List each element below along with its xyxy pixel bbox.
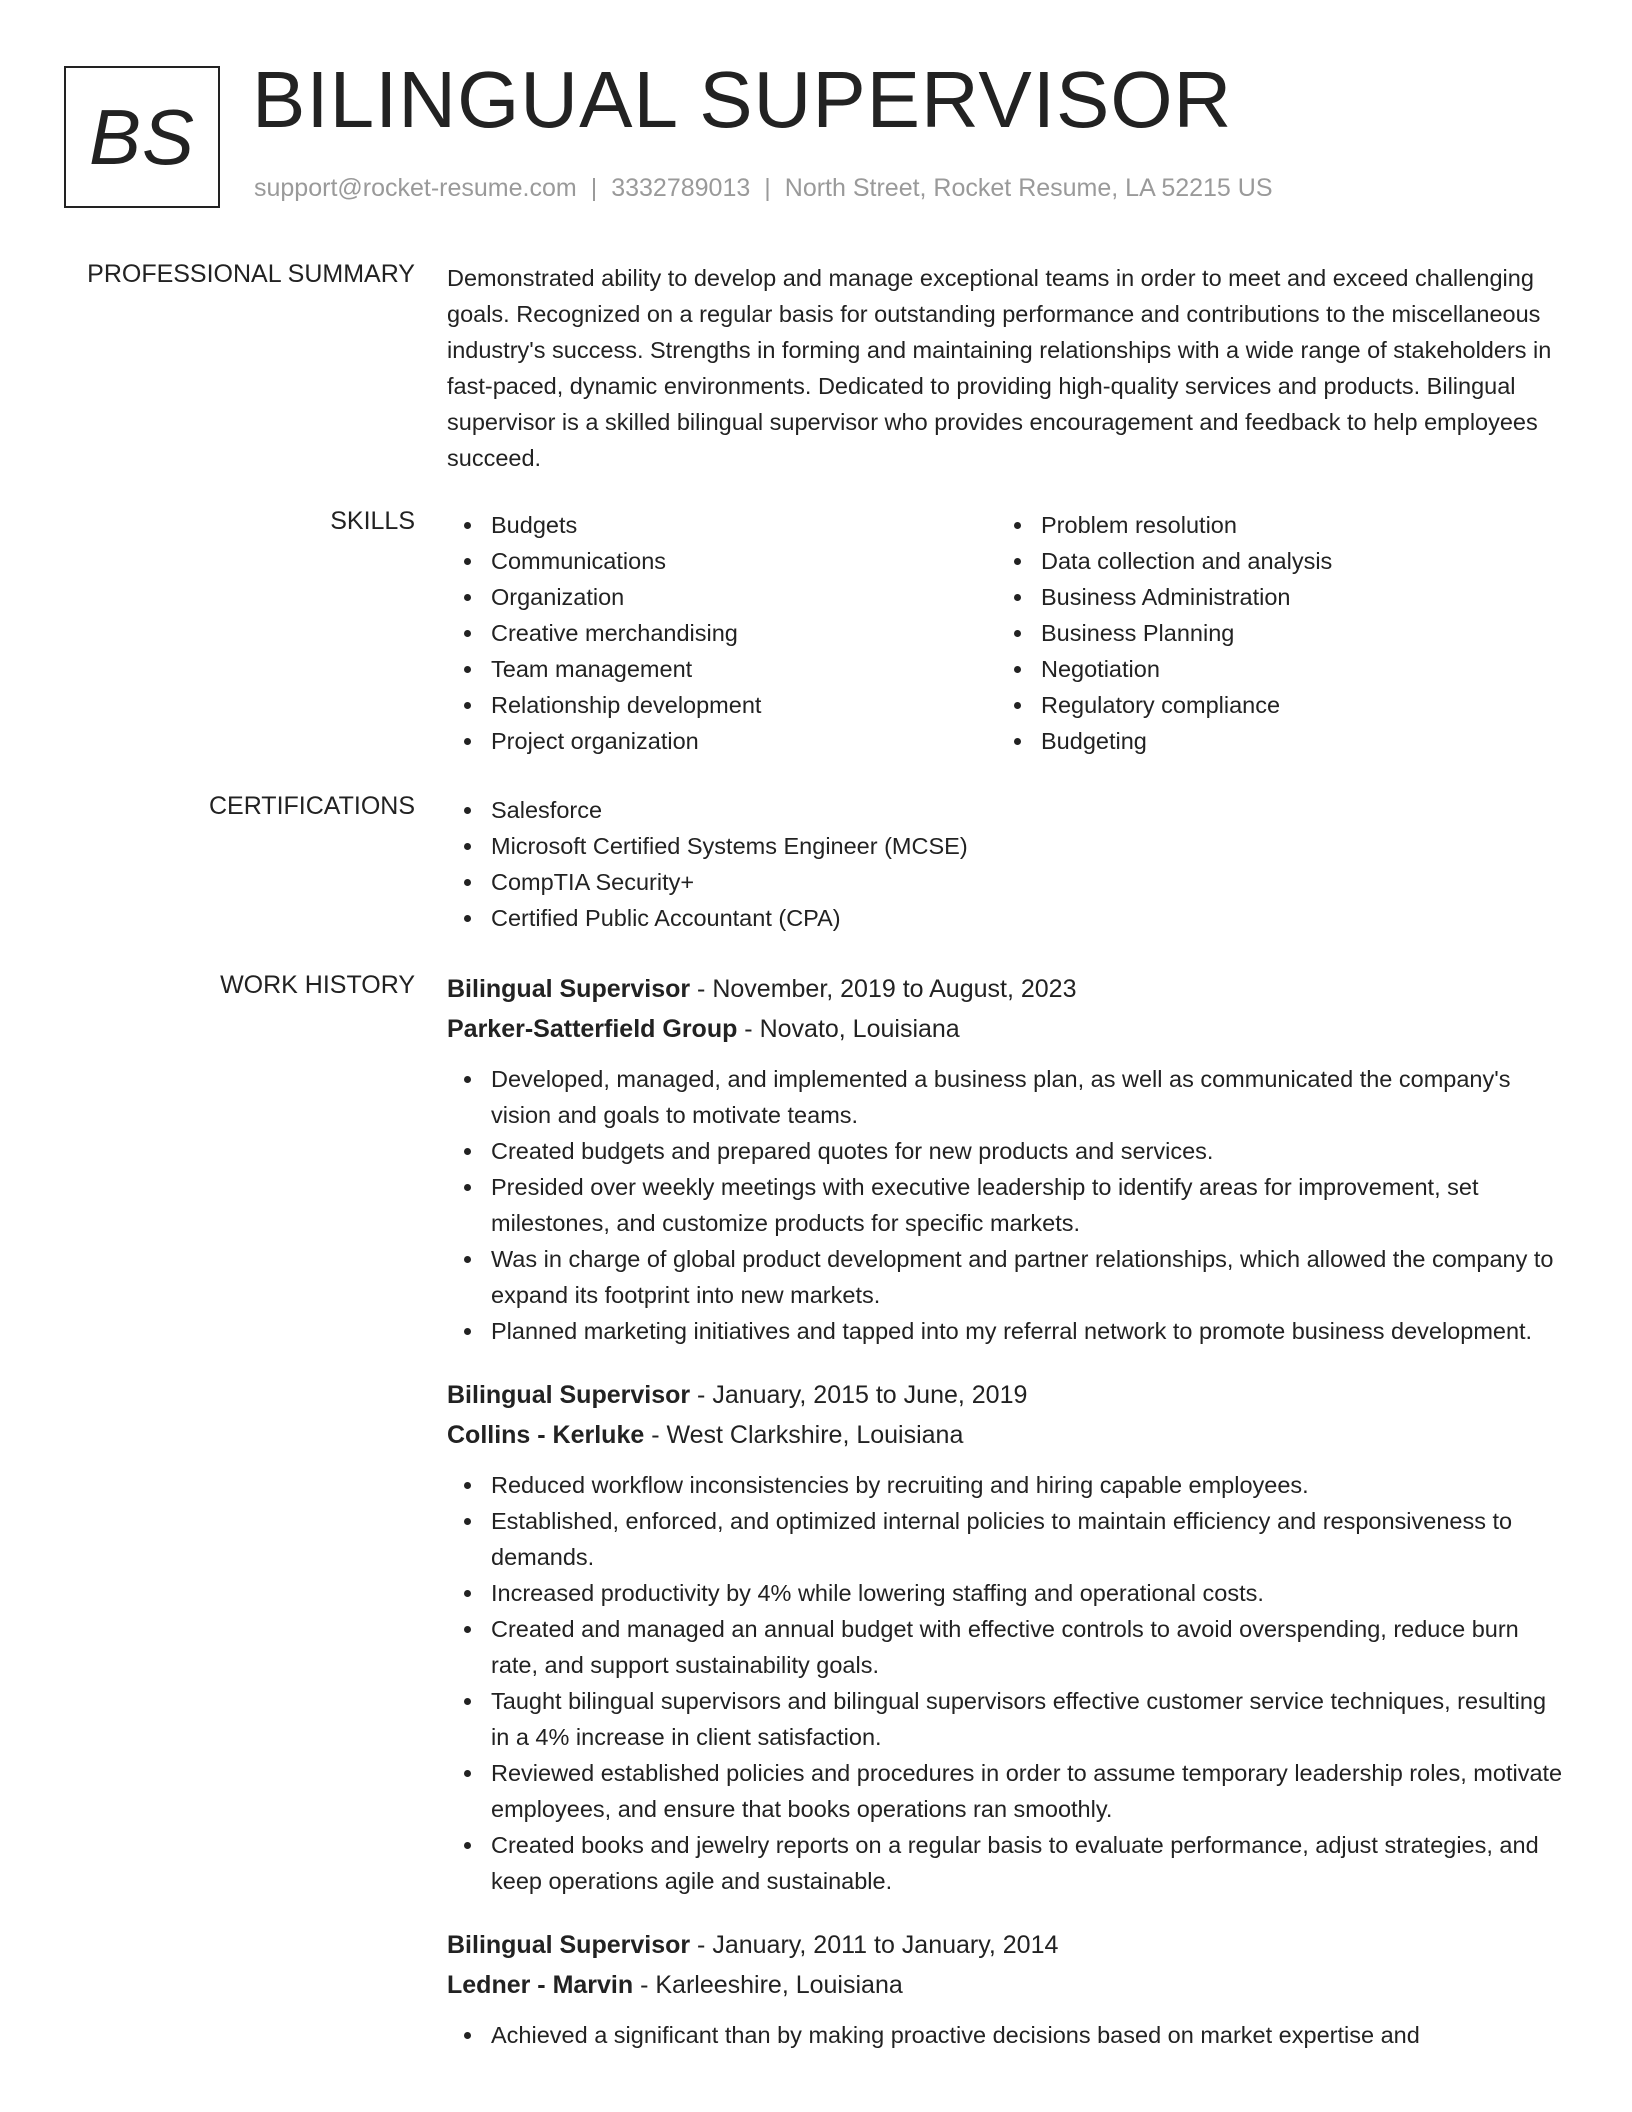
skill-item: Team management: [447, 651, 997, 687]
job-company-line: [447, 1965, 1567, 2005]
job-bullet: Reduced workflow inconsistencies by recruiting and hiring capable employees.: [447, 1467, 1567, 1503]
job-title: Bilingual Supervisor: [447, 1931, 691, 1959]
skills-list-left: [447, 507, 997, 759]
summary-text: Demonstrated ability to develop and manage exceptional teams in order to meet and exceed challenging goals. Recognized on a regular basis for outstanding performance and contributions to the miscellaneous industry's success. Strengths in forming and maintaining relationships with a wide range of stakeholders in fast-paced, dynamic environments. Dedicated to providing high-quality services and products. Bilingual supervisor is a skilled bilingual supervisor who provides encouragement and feedback to help employees succeed.: [447, 265, 1552, 471]
skills-list-right: [997, 507, 1547, 759]
skill-item: Business Administration: [997, 579, 1547, 615]
skill-item: Data collection and analysis: [997, 543, 1547, 579]
contact-separator: |: [764, 174, 771, 202]
section-heading-skills: SKILLS: [330, 507, 415, 535]
job-company: Collins - Kerluke: [447, 1421, 645, 1449]
job-company: Ledner - Marvin: [447, 1971, 634, 1999]
job-bullet: Established, enforced, and optimized internal policies to maintain efficiency and responsiveness to demands.: [447, 1503, 1567, 1575]
contact-separator: |: [590, 174, 598, 202]
skill-item: Communications: [447, 543, 997, 579]
job-bullet: Increased productivity by 4% while lowering staffing and operational costs.: [447, 1575, 1567, 1611]
certification-item: Salesforce: [447, 792, 1567, 828]
page-title: BILINGUAL SUPERVISOR: [252, 55, 1233, 144]
job-company: Parker-Satterfield Group: [447, 1015, 738, 1043]
job-bullets: [447, 1061, 1567, 1349]
job-entry: [447, 969, 1567, 1349]
job-dates: - January, 2015 to June, 2019: [690, 1381, 1028, 1409]
skill-item: Project organization: [447, 723, 997, 759]
certification-item: Certified Public Accountant (CPA): [447, 900, 1567, 936]
job-dates: - November, 2019 to August, 2023: [690, 975, 1077, 1003]
job-bullets: [447, 2017, 1567, 2053]
skill-item: Regulatory compliance: [997, 687, 1547, 723]
certifications-list: [447, 792, 1567, 936]
skill-item: Problem resolution: [997, 507, 1547, 543]
section-heading-work-history: WORK HISTORY: [220, 971, 415, 999]
work-history-body: [447, 969, 1567, 2079]
certifications-body: [447, 792, 1567, 936]
job-location: - Karleeshire, Louisiana: [633, 1971, 903, 1999]
job-title-line: [447, 1375, 1567, 1415]
job-bullet: Reviewed established policies and procedures in order to assume temporary leadership roles, motivate employees, and ensure that books operations ran smoothly.: [447, 1755, 1567, 1827]
monogram-badge: [64, 66, 220, 208]
skill-item: Relationship development: [447, 687, 997, 723]
job-title: Bilingual Supervisor: [447, 975, 691, 1003]
job-bullet: Achieved a significant than by making proactive decisions based on market expertise and: [447, 2017, 1567, 2053]
job-location: - Novato, Louisiana: [737, 1015, 960, 1043]
job-entry: [447, 1375, 1567, 1899]
job-bullet: Created budgets and prepared quotes for new products and services.: [447, 1133, 1567, 1169]
skill-item: Business Planning: [997, 615, 1547, 651]
job-bullet: Presided over weekly meetings with executive leadership to identify areas for improvement, set milestones, and customize products for specific markets.: [447, 1169, 1567, 1241]
job-bullet: Was in charge of global product development and partner relationships, which allowed the company to expand its footprint into new markets.: [447, 1241, 1567, 1313]
contact-phone: 3332789013: [611, 174, 751, 202]
job-location: - West Clarkshire, Louisiana: [644, 1421, 964, 1449]
job-bullet: Created and managed an annual budget with effective controls to avoid overspending, reduce burn rate, and support sustainability goals.: [447, 1611, 1567, 1683]
skill-item: Organization: [447, 579, 997, 615]
contact-email: support@rocket-resume.com: [254, 174, 577, 202]
skill-item: Budgets: [447, 507, 997, 543]
job-bullet: Developed, managed, and implemented a business plan, as well as communicated the company's vision and goals to motivate teams.: [447, 1061, 1567, 1133]
job-dates: - January, 2011 to January, 2014: [690, 1931, 1059, 1959]
contact-line: [254, 174, 1273, 203]
skills-columns: [447, 507, 1567, 759]
skill-item: Budgeting: [997, 723, 1547, 759]
skill-item: Creative merchandising: [447, 615, 997, 651]
job-title: Bilingual Supervisor: [447, 1381, 691, 1409]
job-title-line: [447, 969, 1567, 1009]
certification-item: Microsoft Certified Systems Engineer (MCSE): [447, 828, 1567, 864]
contact-address: North Street, Rocket Resume, LA 52215 US: [784, 174, 1273, 202]
section-heading-certifications: CERTIFICATIONS: [208, 792, 415, 820]
job-bullet: Created books and jewelry reports on a regular basis to evaluate performance, adjust strategies, and keep operations agile and sustainable.: [447, 1827, 1567, 1899]
job-bullet: Taught bilingual supervisors and bilingual supervisors effective customer service techniques, resulting in a 4% increase in client satisfaction.: [447, 1683, 1567, 1755]
job-entry: [447, 1925, 1567, 2053]
skill-item: Negotiation: [997, 651, 1547, 687]
job-company-line: [447, 1009, 1567, 1049]
job-bullets: [447, 1467, 1567, 1899]
job-bullet: Planned marketing initiatives and tapped into my referral network to promote business development.: [447, 1313, 1567, 1349]
section-heading-summary: PROFESSIONAL SUMMARY: [87, 260, 415, 288]
monogram-text: BS: [88, 92, 196, 181]
job-company-line: [447, 1415, 1567, 1455]
job-title-line: [447, 1925, 1567, 1965]
certification-item: CompTIA Security+: [447, 864, 1567, 900]
